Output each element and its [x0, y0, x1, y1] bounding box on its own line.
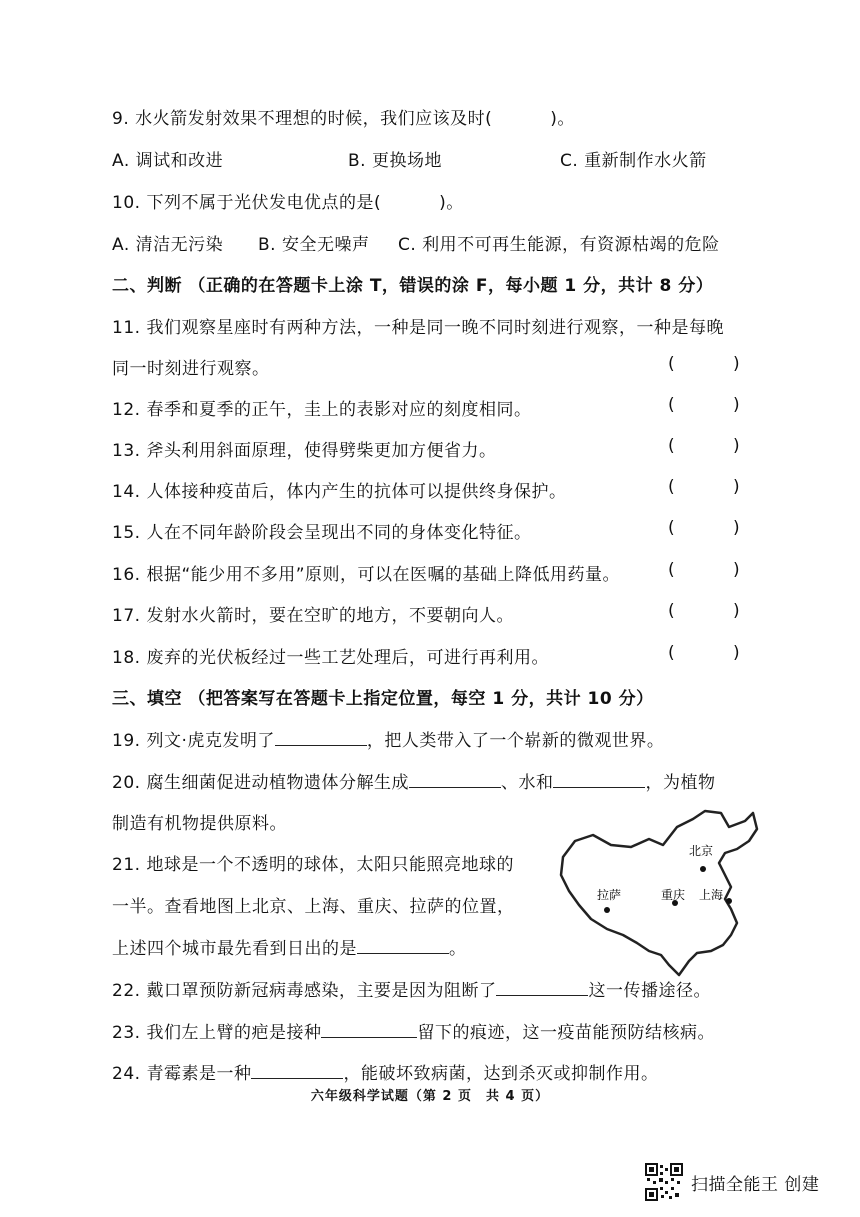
- answer-blank: [275, 731, 367, 746]
- answer-blank: [357, 939, 449, 954]
- answer-paren-close: ): [733, 436, 740, 456]
- watermark-text: 扫描全能王 创建: [691, 1174, 820, 1195]
- question-21-text-a: 上述四个城市最先看到日出的是: [112, 939, 357, 959]
- shanghai-dot: [726, 898, 732, 904]
- china-map: [553, 805, 759, 983]
- answer-paren-open: (: [668, 436, 675, 456]
- q10-option-c: C. 利用不可再生能源，有资源枯竭的危险: [398, 235, 720, 255]
- question-17: 17. 发射水火箭时，要在空旷的地方，不要朝向人。: [112, 606, 514, 626]
- question-11-line2: 同一时刻进行观察。: [112, 359, 270, 379]
- question-9-end: )。: [550, 109, 575, 129]
- question-9-text: 9. 水火箭发射效果不理想的时候，我们应该及时(: [112, 109, 493, 129]
- question-19-text-b: ，把人类带入了一个崭新的微观世界。: [366, 731, 665, 751]
- question-16: 16. 根据“能少用不多用”原则，可以在医嘱的基础上降低用药量。: [112, 565, 621, 585]
- question-10-text: 10. 下列不属于光伏发电优点的是(: [112, 193, 382, 213]
- q10-option-a: A. 清洁无污染: [112, 235, 224, 255]
- answer-paren-open: (: [668, 518, 675, 538]
- question-24: [112, 1059, 658, 1084]
- scanner-watermark: [645, 1163, 819, 1201]
- question-22-text-a: 22. 戴口罩预防新冠病毒感染，主要是因为阻断了: [112, 981, 497, 1001]
- question-20-line2: 制造有机物提供原料。: [112, 814, 287, 834]
- question-22-text-b: 这一传播途径。: [588, 981, 711, 1001]
- lasa-label: 拉萨: [597, 888, 622, 902]
- shanghai-label: 上海: [699, 888, 724, 902]
- question-21-line1: 21. 地球是一个不透明的球体，太阳只能照亮地球的: [112, 855, 514, 875]
- page-footer: 六年级科学试题（第 2 页 共 4 页）: [310, 1089, 550, 1104]
- section-2-heading: 二、判断 （正确的在答题卡上涂 T，错误的涂 F，每小题 1 分，共计 8 分）: [112, 276, 714, 296]
- answer-paren-close: ): [733, 601, 740, 621]
- question-20-text-b: 、水和: [500, 773, 554, 793]
- question-24-text-a: 24. 青霉素是一种: [112, 1064, 252, 1084]
- answer-paren-open: (: [668, 560, 675, 580]
- answer-paren-close: ): [733, 354, 740, 374]
- q10-option-b: B. 安全无噪声: [258, 235, 370, 255]
- question-15: 15. 人在不同年龄阶段会呈现出不同的身体变化特征。: [112, 523, 532, 543]
- question-11-line1: 11. 我们观察星座时有两种方法，一种是同一晚不同时刻进行观察，一种是每晚: [112, 318, 724, 338]
- qr-code-icon: [645, 1163, 683, 1201]
- answer-blank: [496, 981, 588, 996]
- question-20: [112, 768, 715, 793]
- beijing-label: 北京: [689, 844, 714, 858]
- q9-option-b: B. 更换场地: [348, 151, 442, 171]
- answer-paren-close: ): [733, 477, 740, 497]
- answer-paren-open: (: [668, 395, 675, 415]
- answer-blank: [321, 1023, 417, 1038]
- question-18: 18. 废弃的光伏板经过一些工艺处理后，可进行再利用。: [112, 648, 549, 668]
- question-14: 14. 人体接种疫苗后，体内产生的抗体可以提供终身保护。: [112, 482, 567, 502]
- question-9: [112, 104, 575, 129]
- answer-paren-open: (: [668, 477, 675, 497]
- question-19-text-a: 19. 列文·虎克发明了: [112, 731, 275, 751]
- china-outline: [561, 811, 757, 975]
- q9-option-c: C. 重新制作水火箭: [560, 151, 707, 171]
- answer-paren-close: ): [733, 395, 740, 415]
- question-21-line2: 一半。查看地图上北京、上海、重庆、拉萨的位置，: [112, 897, 515, 917]
- lasa-dot: [604, 907, 610, 913]
- answer-paren-close: ): [733, 643, 740, 663]
- question-13: 13. 斧头利用斜面原理，使得劈柴更加方便省力。: [112, 441, 497, 461]
- section-3-heading: 三、填空 （把答案写在答题卡上指定位置，每空 1 分，共计 10 分）: [112, 689, 654, 709]
- answer-paren-open: (: [668, 643, 675, 663]
- answer-blank: [409, 773, 501, 788]
- answer-blank: [553, 773, 645, 788]
- answer-paren-open: (: [668, 601, 675, 621]
- question-21-line3: [112, 934, 467, 959]
- question-22: [112, 976, 711, 1001]
- beijing-dot: [700, 866, 706, 872]
- question-23-text-a: 23. 我们左上臂的疤是接种: [112, 1023, 322, 1043]
- question-23-text-b: 留下的痕迹，这一疫苗能预防结核病。: [417, 1023, 715, 1043]
- question-20-text-a: 20. 腐生细菌促进动植物遗体分解生成: [112, 773, 409, 793]
- question-24-text-b: ，能破坏致病菌，达到杀灭或抑制作用。: [343, 1064, 659, 1084]
- question-21-text-b: 。: [449, 939, 467, 959]
- question-12: 12. 春季和夏季的正午，圭上的表影对应的刻度相同。: [112, 400, 532, 420]
- question-20-text-c: ，为植物: [645, 773, 716, 793]
- answer-blank: [251, 1064, 343, 1079]
- question-23: [112, 1018, 715, 1043]
- answer-paren-close: ): [733, 518, 740, 538]
- answer-paren-open: (: [668, 354, 675, 374]
- answer-paren-close: ): [733, 560, 740, 580]
- question-10: [112, 188, 464, 213]
- q9-option-a: A. 调试和改进: [112, 151, 224, 171]
- question-10-end: )。: [439, 193, 464, 213]
- chongqing-label: 重庆: [661, 888, 686, 902]
- question-19: [112, 726, 664, 751]
